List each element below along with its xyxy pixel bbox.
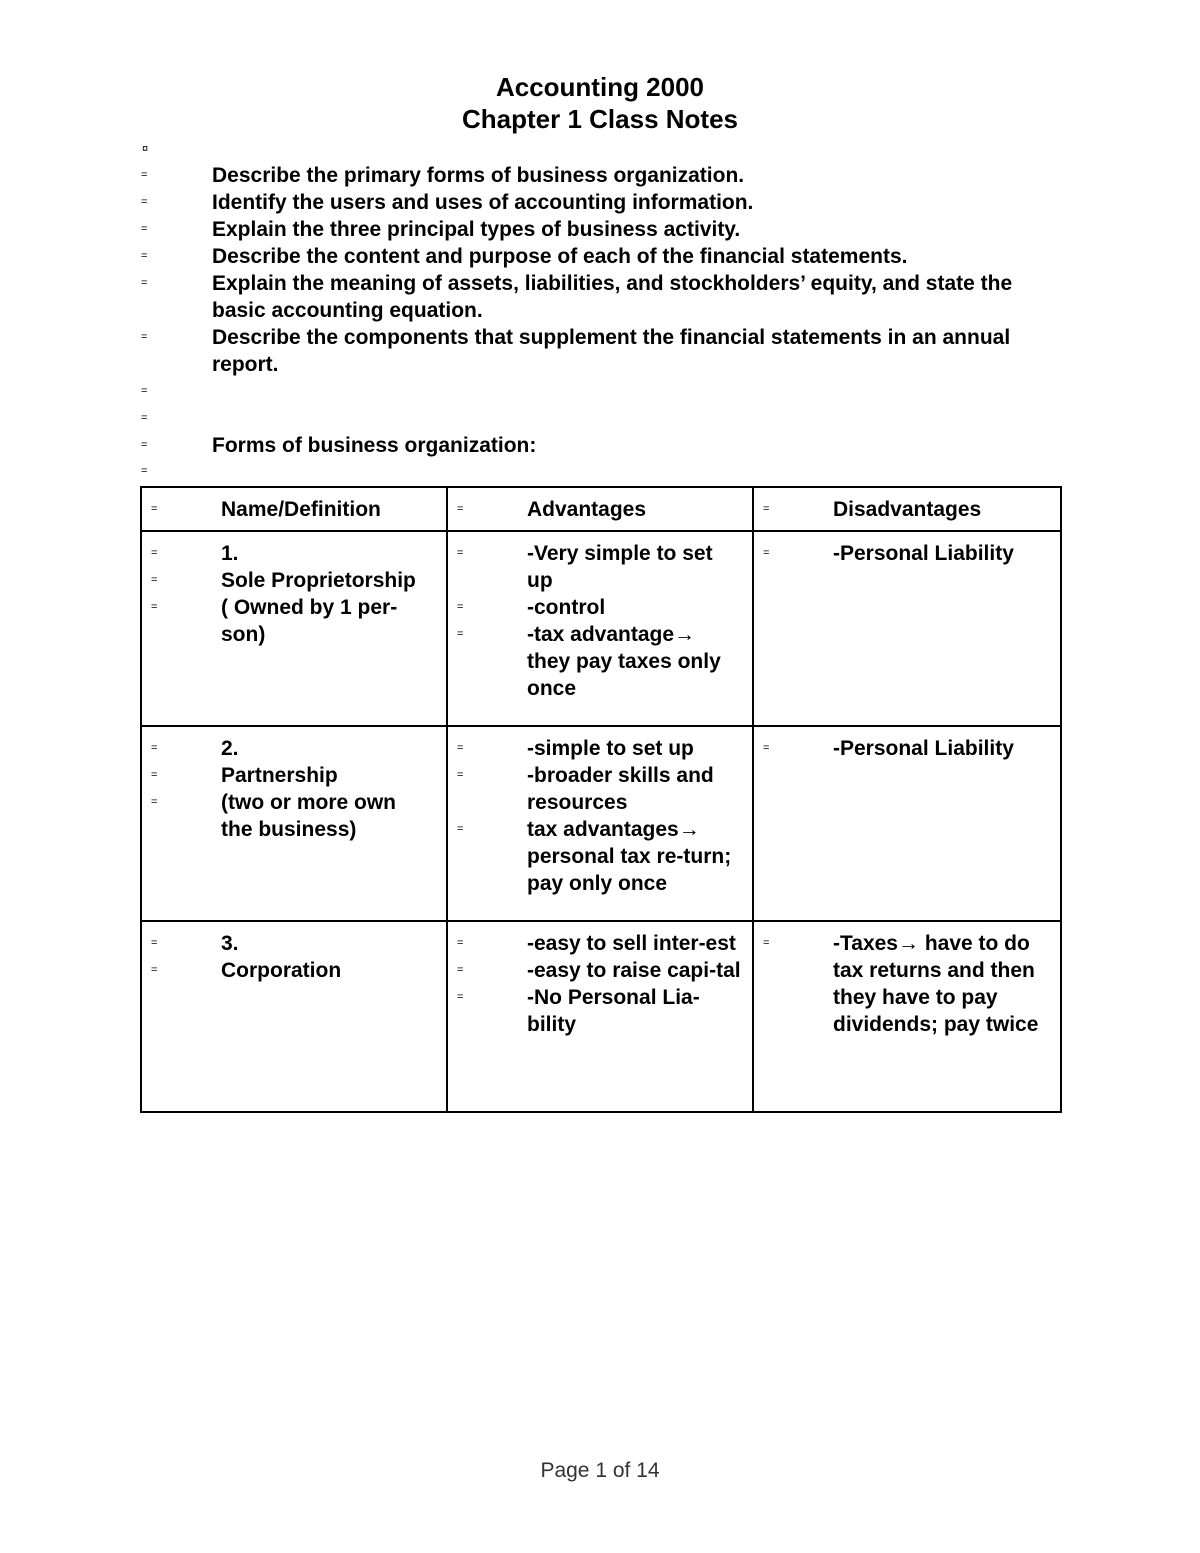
- bullet-icon: =: [141, 250, 148, 262]
- bullet-icon: =: [141, 439, 148, 451]
- bullet-icon: =: [457, 823, 464, 835]
- row-number: 3.: [221, 932, 239, 955]
- name-cell: [141, 921, 447, 1112]
- row-name: Corporation: [221, 959, 342, 982]
- bullet-icon: =: [141, 465, 148, 477]
- table-row: [141, 921, 1061, 1112]
- advantage-item: -simple to set up: [527, 737, 694, 760]
- advantage-item: -easy to raise capi-tal: [527, 959, 741, 982]
- bullet-icon: =: [141, 331, 148, 343]
- bullet-icon: =: [457, 547, 464, 559]
- objective-item: Explain the three principal types of business activity.: [212, 218, 741, 241]
- objective-item: Explain the meaning of assets, liabilities, and stockholders’ equity, and state the basic accounting equation.: [212, 272, 1013, 322]
- table-row: [141, 726, 1061, 921]
- advantage-item: -No Personal Lia-bility: [527, 986, 700, 1036]
- row-name: Partnership: [221, 764, 338, 787]
- disadvantage-item: -Personal Liability: [833, 542, 1014, 565]
- bullet-icon: =: [763, 547, 770, 559]
- disadvantage-item: -Taxes→ have to do tax returns and then they have to pay dividends; pay twice: [833, 932, 1039, 1036]
- bullet-icon: =: [457, 937, 464, 949]
- header-disadvantages: Disadvantages: [833, 498, 982, 521]
- document-subtitle: Chapter 1 Class Notes: [462, 104, 738, 134]
- name-cell: [141, 531, 447, 726]
- bullet-icon: =: [141, 277, 148, 289]
- bullet-icon: =: [141, 223, 148, 235]
- header-cell: [753, 487, 1061, 531]
- bullet-icon: =: [151, 937, 158, 949]
- disadvantages-cell: [753, 726, 1061, 921]
- disadvantage-item: -Personal Liability: [833, 737, 1014, 760]
- section-heading: Forms of business organization:: [212, 434, 537, 457]
- bullet-icon: =: [151, 964, 158, 976]
- header-cell: [141, 487, 447, 531]
- name-cell: [141, 726, 447, 921]
- header-cell: [447, 487, 753, 531]
- objective-item: Describe the primary forms of business organization.: [212, 164, 745, 187]
- bullet-icon: =: [457, 991, 464, 1003]
- bullet-icon: =: [457, 628, 464, 640]
- row-number: 1.: [221, 542, 239, 565]
- bullet-icon: =: [141, 385, 148, 397]
- header-advantages: Advantages: [527, 498, 647, 521]
- bullet-icon: =: [141, 412, 148, 424]
- square-bullet-icon: ¤: [142, 143, 149, 155]
- advantage-item: tax advantages→ personal tax re-turn; pay only once: [527, 818, 732, 895]
- disadvantages-cell: [753, 921, 1061, 1112]
- row-number: 2.: [221, 737, 239, 760]
- advantage-item: -tax advantage→ they pay taxes only once: [527, 623, 721, 700]
- bullet-icon: =: [457, 503, 464, 515]
- advantage-item: -control: [527, 596, 606, 619]
- advantages-cell: [447, 531, 753, 726]
- objective-item: Describe the components that supplement the financial statements in an annual report.: [212, 326, 1011, 376]
- bullet-icon: =: [151, 769, 158, 781]
- header-name: Name/Definition: [221, 498, 381, 521]
- page-number: Page 1 of 14: [540, 1459, 660, 1482]
- disadvantages-cell: [753, 531, 1061, 726]
- advantage-item: -broader skills and resources: [527, 764, 714, 814]
- advantage-item: -Very simple to set up: [527, 542, 713, 592]
- bullet-icon: =: [151, 601, 158, 613]
- advantage-item: -easy to sell inter-est: [527, 932, 736, 955]
- advantages-cell: [447, 921, 753, 1112]
- bullet-icon: =: [457, 742, 464, 754]
- table-row: [141, 531, 1061, 726]
- bullet-icon: =: [151, 796, 158, 808]
- bullet-icon: =: [151, 742, 158, 754]
- objective-item: Describe the content and purpose of each of the financial statements.: [212, 245, 908, 268]
- bullet-icon: =: [151, 547, 158, 559]
- row-definition: (two or more own the business): [221, 791, 396, 841]
- bullet-icon: =: [763, 937, 770, 949]
- advantages-cell: [447, 726, 753, 921]
- document-title: Accounting 2000: [495, 72, 705, 102]
- row-definition: ( Owned by 1 per-son): [221, 596, 398, 646]
- bullet-icon: =: [763, 503, 770, 515]
- bullet-icon: =: [763, 742, 770, 754]
- table-header-row: [141, 487, 1061, 531]
- objective-item: Identify the users and uses of accounting information.: [212, 191, 754, 214]
- row-name: Sole Proprietorship: [221, 569, 416, 592]
- bullet-icon: =: [141, 169, 148, 181]
- bullet-icon: =: [141, 196, 148, 208]
- bullet-icon: =: [457, 601, 464, 613]
- bullet-icon: =: [457, 964, 464, 976]
- business-forms-table: [140, 486, 1062, 1113]
- bullet-icon: =: [151, 503, 158, 515]
- bullet-icon: =: [457, 769, 464, 781]
- bullet-icon: =: [151, 574, 158, 586]
